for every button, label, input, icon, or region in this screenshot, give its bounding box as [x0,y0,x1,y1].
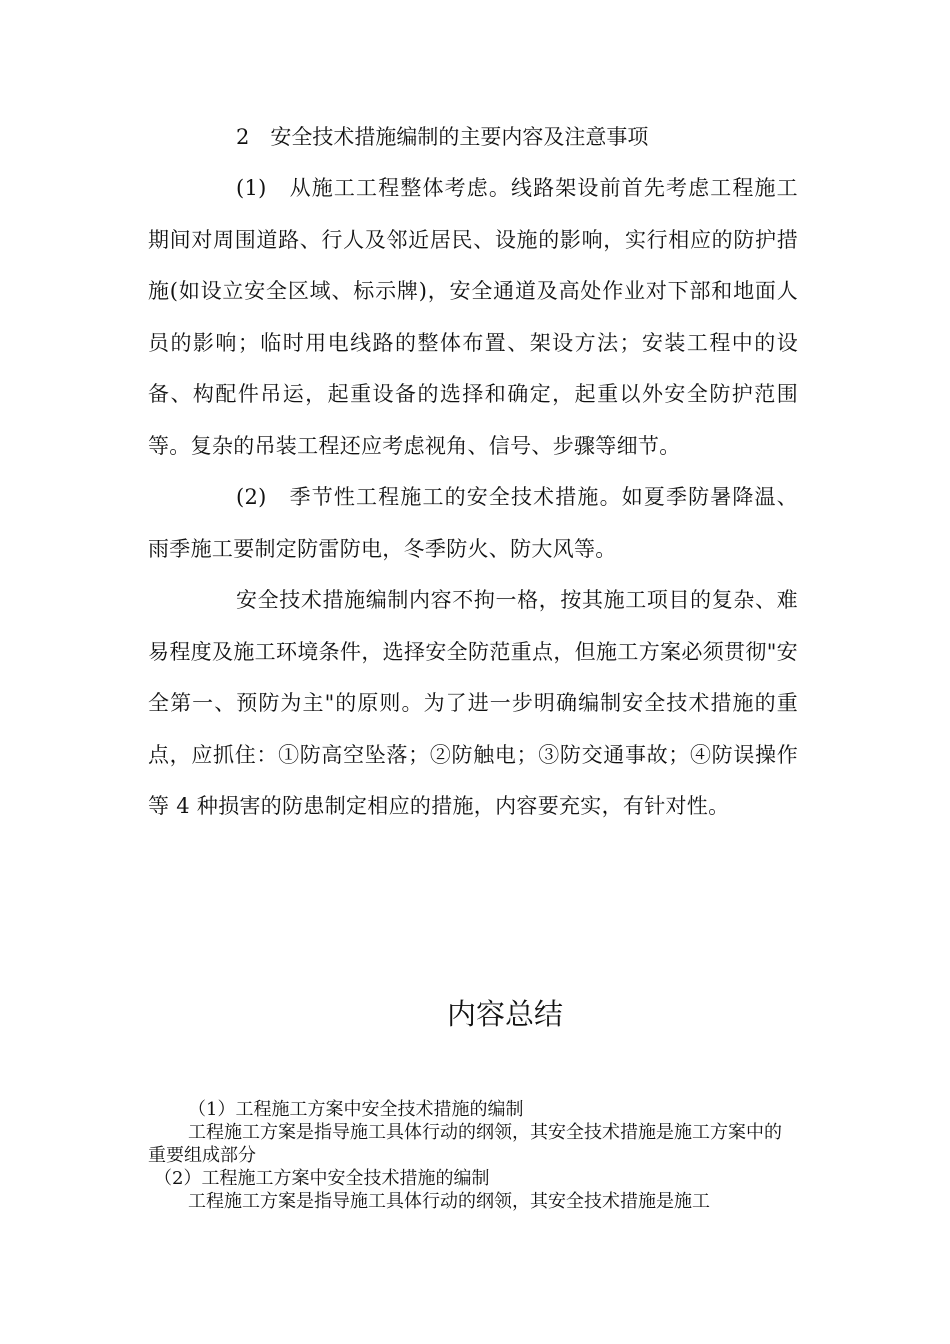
section-body [148,163,798,833]
summary-item-2-body: 工程施工方案是指导施工具体行动的纲领，其安全技术措施是施工 [188,1191,710,1212]
section-heading: 2 安全技术措施编制的主要内容及注意事项 [236,125,649,149]
summary-section [148,1098,798,1213]
summary-item-1-body: 工程施工方案是指导施工具体行动的纲领，其安全技术措施是施工方案中的重要组成部分 [148,1122,782,1166]
paragraph-2: (2) 季节性工程施工的安全技术措施。如夏季防暑降温、雨季施工要制定防雷防电，冬季防火、防大风等。 [148,485,798,561]
paragraph-3: 安全技术措施编制内容不拘一格，按其施工项目的复杂、难易程度及施工环境条件，选择安全防范重点，但施工方案必须贯彻"安全第一、预防为主"的原则。为了进一步明确编制安全技术措施的重点，应抓住：①防高空坠落；②防触电；③防交通事故；④防误操作等 4 种损害的防患制定相应的措施，内容要充实，有针对性。 [148,588,798,818]
summary-item-2-heading: （2）工程施工方案中安全技术措施的编制 [154,1168,490,1189]
paragraph-1: (1) 从施工工程整体考虑。线路架设前首先考虑工程施工期间对周围道路、行人及邻近居民、设施的影响，实行相应的防护措施(如设立安全区域、标示牌)，安全通道及高处作业对下部和地面人员的影响；临时用电线路的整体布置、架设方法；安装工程中的设备、构配件吊运，起重设备的选择和确定，起重以外安全防护范围等。复杂的吊装工程还应考虑视角、信号、步骤等细节。 [148,176,798,458]
summary-title: 内容总结 [446,997,563,1031]
summary-item-1-heading: （1）工程施工方案中安全技术措施的编制 [188,1099,524,1120]
